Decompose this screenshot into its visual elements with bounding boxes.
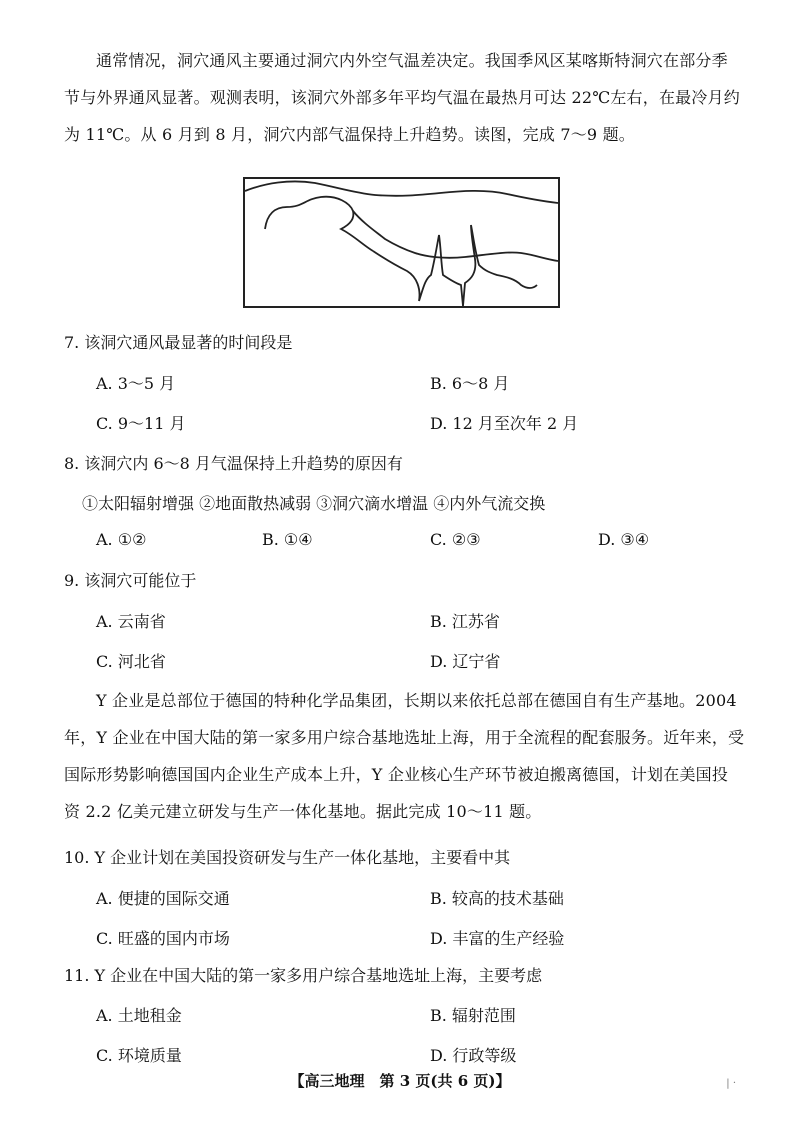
q8-option-b[interactable]: B. ①④	[262, 530, 313, 549]
company-intro-line: 国际形势影响德国国内企业生产成本上升，Y 企业核心生产环节被迫搬离德国，计划在美国投	[64, 765, 729, 784]
q11-option-d[interactable]: D. 行政等级	[430, 1046, 517, 1065]
q9-option-c[interactable]: C. 河北省	[96, 652, 166, 671]
q7-option-b[interactable]: B. 6～8 月	[430, 374, 510, 393]
cave-lower-outline	[373, 225, 537, 306]
cave-intro-line: 通常情况，洞穴通风主要通过洞穴内外空气温差决定。我国季风区某喀斯特洞穴在部分季	[96, 51, 728, 70]
q10-option-c[interactable]: C. 旺盛的国内市场	[96, 929, 230, 948]
q11-option-a[interactable]: A. 土地租金	[96, 1006, 182, 1025]
company-intro-paragraph	[64, 682, 744, 830]
cave-intro-line: 为 11℃。从 6 月到 8 月，洞穴内部气温保持上升趋势。读图，完成 7～9 题。	[64, 125, 635, 144]
cave-left-outline	[265, 197, 373, 251]
q8-option-a[interactable]: A. ①②	[96, 530, 147, 549]
question-10-stem: 10. Y 企业计划在美国投资研发与生产一体化基地，主要看中其	[64, 848, 511, 867]
question-8-stem: 8. 该洞穴内 6～8 月气温保持上升趋势的原因有	[64, 454, 403, 473]
company-intro-line: Y 企业是总部位于德国的特种化学品集团，长期以来依托总部在德国自有生产基地。2004	[96, 691, 737, 710]
q7-option-a[interactable]: A. 3～5 月	[96, 374, 176, 393]
cave-upper-outline	[245, 181, 558, 203]
cave-profile-figure	[243, 177, 560, 308]
q9-option-d[interactable]: D. 辽宁省	[430, 652, 501, 671]
company-intro-line: 资 2.2 亿美元建立研发与生产一体化基地。据此完成 10～11 题。	[64, 802, 542, 821]
q11-option-c[interactable]: C. 环境质量	[96, 1046, 182, 1065]
cave-intro-paragraph	[64, 42, 744, 153]
cave-inner-outline	[353, 211, 558, 261]
scan-mark: | ·	[726, 1078, 736, 1089]
q7-option-c[interactable]: C. 9～11 月	[96, 414, 186, 433]
q8-option-c[interactable]: C. ②③	[430, 530, 481, 549]
q8-option-d[interactable]: D. ③④	[598, 530, 650, 549]
page-footer: 【高三地理 第 3 页(共 6 页)】	[289, 1072, 511, 1090]
cave-intro-line: 节与外界通风显著。观测表明，该洞穴外部多年平均气温在最热月可达 22℃左右，在最冷月约	[64, 88, 740, 107]
q10-option-a[interactable]: A. 便捷的国际交通	[96, 889, 230, 908]
q10-option-b[interactable]: B. 较高的技术基础	[430, 889, 564, 908]
q8-statement-list: ①太阳辐射增强 ②地面散热减弱 ③洞穴滴水增温 ④内外气流交换	[82, 494, 546, 513]
q9-option-b[interactable]: B. 江苏省	[430, 612, 500, 631]
company-intro-line: 年，Y 企业在中国大陆的第一家多用户综合基地选址上海，用于全流程的配套服务。近年来，受	[64, 728, 745, 747]
q7-option-d[interactable]: D. 12 月至次年 2 月	[430, 414, 579, 433]
q11-option-b[interactable]: B. 辐射范围	[430, 1006, 516, 1025]
question-7-stem: 7. 该洞穴通风最显著的时间段是	[64, 333, 293, 352]
question-11-stem: 11. Y 企业在中国大陆的第一家多用户综合基地选址上海，主要考虑	[64, 966, 543, 985]
q10-option-d[interactable]: D. 丰富的生产经验	[430, 929, 565, 948]
question-9-stem: 9. 该洞穴可能位于	[64, 571, 197, 590]
q9-option-a[interactable]: A. 云南省	[96, 612, 166, 631]
cave-outline-svg	[245, 179, 558, 306]
